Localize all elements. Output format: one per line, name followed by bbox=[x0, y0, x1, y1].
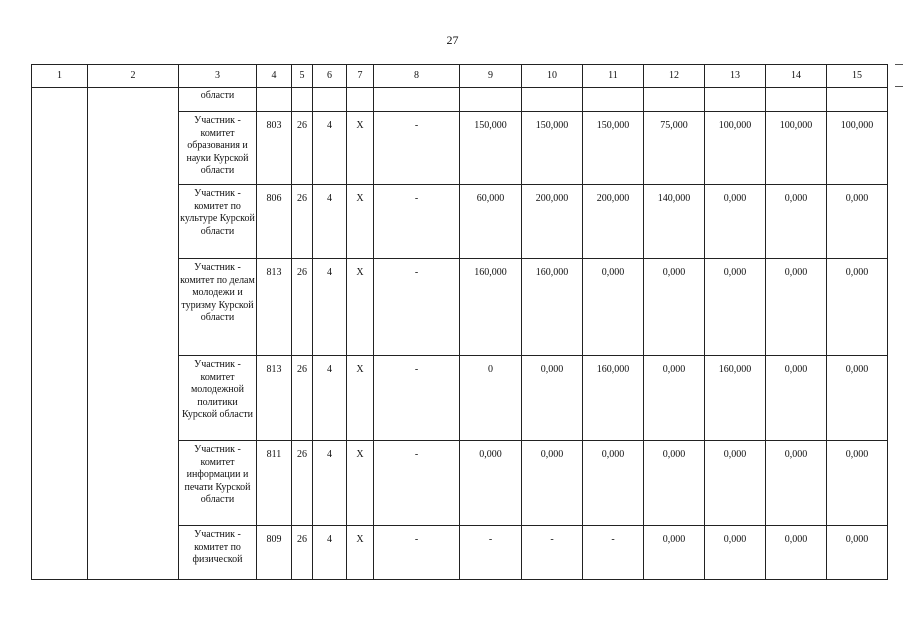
table-cell: 26 bbox=[292, 526, 313, 580]
table-cell: 4 bbox=[313, 526, 347, 580]
table-cell: 0,000 bbox=[583, 441, 644, 526]
table-cell: 26 bbox=[292, 259, 313, 356]
participant-name: Участник - комитет образования и науки Курской области bbox=[179, 112, 257, 185]
table-cell: 0,000 bbox=[705, 441, 766, 526]
column-header: 14 bbox=[766, 65, 827, 88]
table-cell: 150,000 bbox=[583, 112, 644, 185]
page-number: 27 bbox=[446, 33, 459, 47]
scan-border-mark bbox=[895, 86, 903, 87]
column-header: 10 bbox=[522, 65, 583, 88]
table-cell: 0,000 bbox=[644, 356, 705, 441]
column-header: 15 bbox=[827, 65, 888, 88]
participant-name: области bbox=[179, 88, 257, 112]
table-cell: 160,000 bbox=[522, 259, 583, 356]
table-cell: Х bbox=[347, 441, 374, 526]
table-cell: 150,000 bbox=[522, 112, 583, 185]
table-cell: 0,000 bbox=[460, 441, 522, 526]
table-cell: - bbox=[374, 185, 460, 259]
table-cell: - bbox=[374, 526, 460, 580]
table-cell: 0,000 bbox=[583, 259, 644, 356]
column-header: 11 bbox=[583, 65, 644, 88]
merged-cell-col2 bbox=[88, 88, 179, 580]
table-cell bbox=[827, 88, 888, 112]
table-cell: 160,000 bbox=[583, 356, 644, 441]
table-cell bbox=[257, 88, 292, 112]
table-cell: 100,000 bbox=[827, 112, 888, 185]
participant-name: Участник - комитет по делам молодежи и туризму Курской области bbox=[179, 259, 257, 356]
table-cell: 0 bbox=[460, 356, 522, 441]
table-cell bbox=[460, 88, 522, 112]
table-cell: 160,000 bbox=[460, 259, 522, 356]
table-cell: 4 bbox=[313, 112, 347, 185]
merged-cell-col1 bbox=[32, 88, 88, 580]
table-cell: 811 bbox=[257, 441, 292, 526]
table-cell: 0,000 bbox=[766, 441, 827, 526]
column-header: 8 bbox=[374, 65, 460, 88]
table-cell: 0,000 bbox=[827, 356, 888, 441]
table-cell bbox=[347, 88, 374, 112]
column-header: 1 bbox=[32, 65, 88, 88]
table-cell: 809 bbox=[257, 526, 292, 580]
table-cell: 0,000 bbox=[766, 526, 827, 580]
table-cell: - bbox=[374, 441, 460, 526]
table-cell bbox=[374, 88, 460, 112]
table-cell: Х bbox=[347, 356, 374, 441]
participant-name: Участник - комитет по культуре Курской области bbox=[179, 185, 257, 259]
table-cell: - bbox=[374, 112, 460, 185]
table-cell: 150,000 bbox=[460, 112, 522, 185]
scan-border-mark bbox=[895, 64, 903, 65]
table-cell: 100,000 bbox=[705, 112, 766, 185]
table-cell: 0,000 bbox=[827, 526, 888, 580]
column-header: 4 bbox=[257, 65, 292, 88]
column-header: 6 bbox=[313, 65, 347, 88]
table-cell: - bbox=[460, 526, 522, 580]
table-cell: 0,000 bbox=[827, 259, 888, 356]
table-cell: 100,000 bbox=[766, 112, 827, 185]
table-cell: Х bbox=[347, 526, 374, 580]
participant-name: Участник - комитет информации и печати Курской области bbox=[179, 441, 257, 526]
table-cell: 4 bbox=[313, 356, 347, 441]
table-cell: 803 bbox=[257, 112, 292, 185]
table-cell: 200,000 bbox=[522, 185, 583, 259]
table-cell: 0,000 bbox=[705, 526, 766, 580]
table-cell: 0,000 bbox=[644, 259, 705, 356]
table-cell: 813 bbox=[257, 356, 292, 441]
table-cell: 0,000 bbox=[522, 356, 583, 441]
table-cell: 0,000 bbox=[827, 185, 888, 259]
table-cell: 0,000 bbox=[705, 259, 766, 356]
table-cell: - bbox=[374, 356, 460, 441]
table-cell: 26 bbox=[292, 185, 313, 259]
table-cell bbox=[313, 88, 347, 112]
table-cell: 0,000 bbox=[644, 441, 705, 526]
table-cell: 4 bbox=[313, 259, 347, 356]
table-cell: 0,000 bbox=[705, 185, 766, 259]
table-cell: - bbox=[522, 526, 583, 580]
table-cell: Х bbox=[347, 259, 374, 356]
table-cell: 0,000 bbox=[522, 441, 583, 526]
table-cell: Х bbox=[347, 185, 374, 259]
table-cell: 26 bbox=[292, 356, 313, 441]
column-header: 5 bbox=[292, 65, 313, 88]
table-cell: 26 bbox=[292, 112, 313, 185]
table-header-row bbox=[32, 65, 888, 88]
table-cell: 0,000 bbox=[644, 526, 705, 580]
column-header: 12 bbox=[644, 65, 705, 88]
table-cell: 0,000 bbox=[827, 441, 888, 526]
table-cell: 160,000 bbox=[705, 356, 766, 441]
participant-name: Участник - комитет по физической bbox=[179, 526, 257, 580]
table-cell bbox=[644, 88, 705, 112]
table-cell: 806 bbox=[257, 185, 292, 259]
table-cell: 4 bbox=[313, 441, 347, 526]
column-header: 9 bbox=[460, 65, 522, 88]
column-header: 7 bbox=[347, 65, 374, 88]
table-cell: 60,000 bbox=[460, 185, 522, 259]
table-cell bbox=[583, 88, 644, 112]
table-cell: 140,000 bbox=[644, 185, 705, 259]
table-cell: 75,000 bbox=[644, 112, 705, 185]
table-cell: - bbox=[374, 259, 460, 356]
table-cell: 813 bbox=[257, 259, 292, 356]
table-cell: Х bbox=[347, 112, 374, 185]
column-header: 13 bbox=[705, 65, 766, 88]
table-cell: 0,000 bbox=[766, 259, 827, 356]
table-cell: 26 bbox=[292, 441, 313, 526]
table-cell: - bbox=[583, 526, 644, 580]
column-header: 2 bbox=[88, 65, 179, 88]
table-cell bbox=[292, 88, 313, 112]
table-cell bbox=[766, 88, 827, 112]
budget-table bbox=[31, 64, 888, 580]
table-cell: 4 bbox=[313, 185, 347, 259]
table-cell: 200,000 bbox=[583, 185, 644, 259]
table-cell bbox=[522, 88, 583, 112]
table-row bbox=[32, 88, 888, 112]
table-cell bbox=[705, 88, 766, 112]
column-header: 3 bbox=[179, 65, 257, 88]
table-cell: 0,000 bbox=[766, 185, 827, 259]
participant-name: Участник - комитет молодежной политики Курской области bbox=[179, 356, 257, 441]
table-cell: 0,000 bbox=[766, 356, 827, 441]
